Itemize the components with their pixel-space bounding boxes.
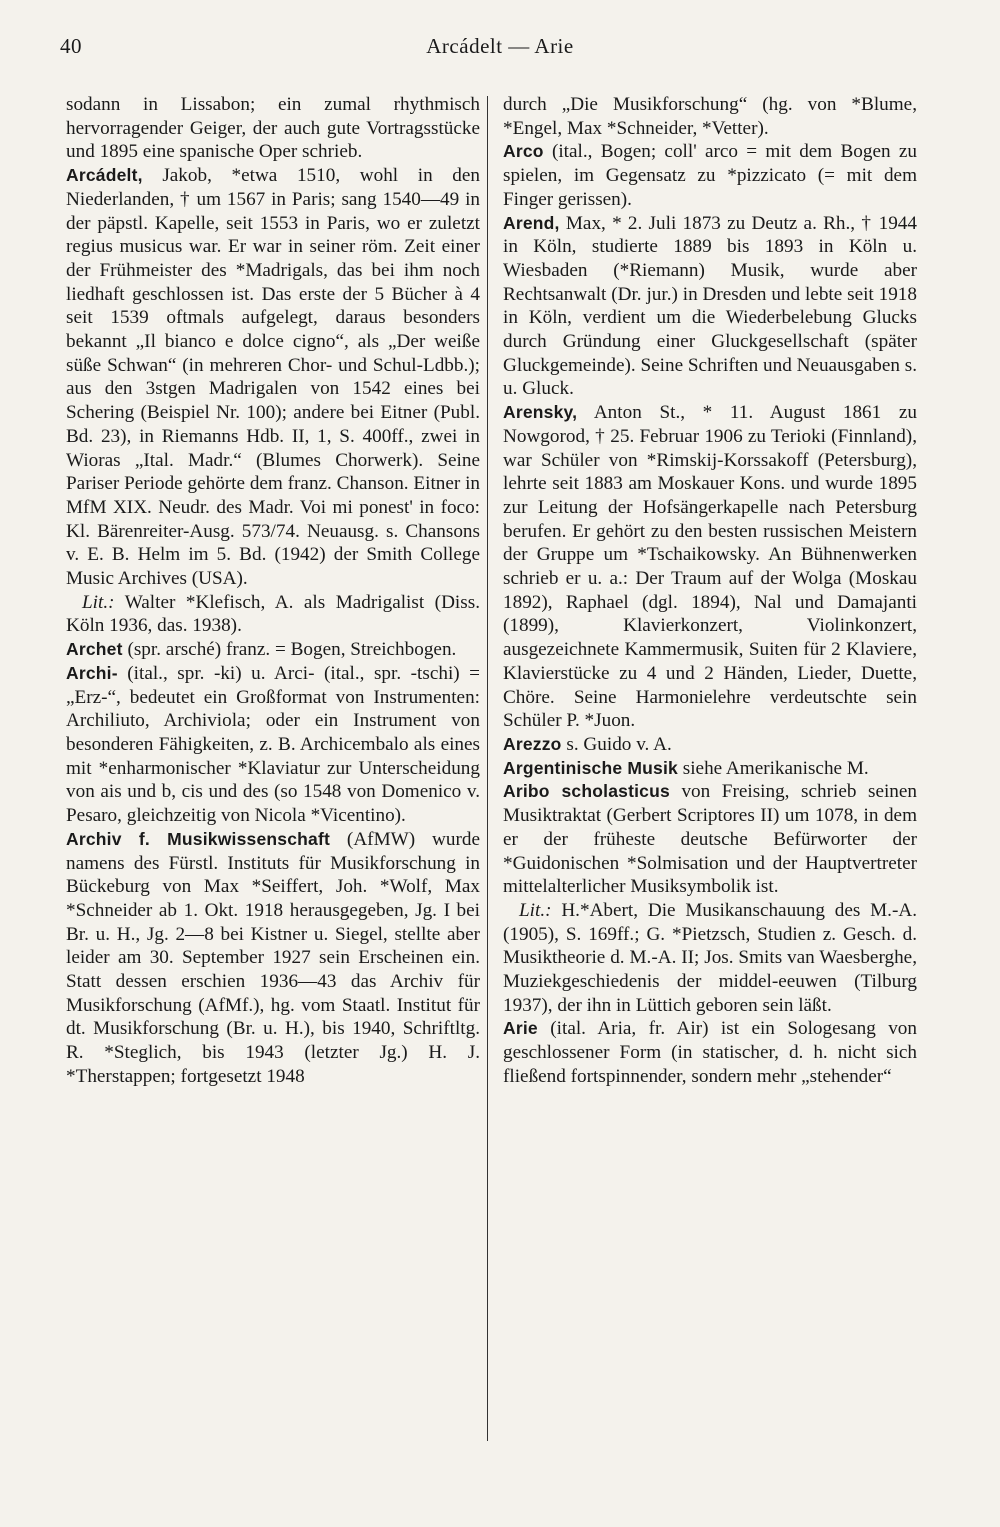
entry-text: durch „Die Musikforschung“ (hg. von *Blume, *Engel, Max *Schneider, *Vetter).: [503, 94, 917, 139]
dictionary-entry: [503, 212, 917, 402]
dictionary-entry: [503, 780, 917, 899]
page-header: [60, 34, 940, 64]
dictionary-entry: [503, 140, 917, 211]
entry-headword: Arend,: [503, 212, 560, 233]
entry-text: (ital. Aria, fr. Air) ist ein Sologesang von geschlossener Form (in statischer, d. h. nicht sich fließend fortspinnender, sondern mehr „stehender“: [503, 1018, 917, 1087]
entry-text: Max, * 2. Juli 1873 zu Deutz a. Rh., † 1944 in Köln, studierte 1889 bis 1893 in Köln u. Wiesbaden (*Riemann) Musik, wurde aber Rechtsanwalt (Dr. jur.) in Dresden und lebte seit 1918 in Köln, verdient um die Wiederbelebung Glucks durch Gründung einer Gluckgesellschaft (später Gluckgemeinde). Seine Schriften und Neuausgaben s. u. Gluck.: [503, 212, 918, 400]
dictionary-entry: [66, 93, 480, 164]
dictionary-entry: [503, 1017, 917, 1088]
entry-headword: Arcádelt,: [66, 165, 143, 186]
dictionary-entry: [503, 899, 917, 1018]
entry-headword: Arie: [503, 1018, 538, 1039]
entry-text: Anton St., * 11. August 1861 zu Nowgorod, † 25. Februar 1906 zu Terioki (Finnland), war Schüler von *Rimskij-Korssakoff (Petersburg), lehrte seit 1883 am Moskauer Kons. und wurde 1895 zur Leitung der Hofsängerkapelle nach Petersburg berufen. Er gehört zu den besten russischen Meistern der Gruppe um *Tschaikowsky. An Bühnenwerken schrieb er u. a.: Der Traum auf der Wolga (Moskau 1892), Raphael (dgl. 1894), Nal und Damajanti (1899), Klavierkonzert, Violinkonzert, ausgezeichnete Kammermusik, Suiten für 2 Klaviere, Klavierstücke zu 4 und 2 Händen, Lieder, Duette, Chöre. Seine Harmonielehre verdeutschte sein Schüler P. *Juon.: [503, 402, 917, 732]
dictionary-entry: [503, 757, 917, 781]
dictionary-entry: [503, 93, 917, 140]
running-head: Arcádelt — Arie: [426, 34, 574, 58]
dictionary-entry: [503, 733, 917, 757]
entry-headword: Archet: [66, 639, 123, 660]
dictionary-entry: [66, 164, 480, 591]
entry-headword: Arensky,: [503, 402, 578, 423]
dictionary-entry: [66, 591, 480, 638]
entry-headword: Archi-: [66, 662, 118, 683]
literature-label: Lit.:: [82, 591, 115, 613]
entry-text: (ital., Bogen; coll' arco = mit dem Bogen zu spielen, im Gegensatz zu *pizzicato (= mit dem Finger gerissen).: [503, 141, 917, 210]
entry-text: H.*Abert, Die Musikanschauung des M.-A. (1905), S. 169ff.; G. *Pietzsch, Studien z. Gesch. d. Musiktheorie d. M.-A. II; Jos. Smits van Waesberghe, Muziekgeschiedenis der middel-eeuwen (Tilburg 1937), der ihn in Lüttich geboren sein läßt.: [503, 899, 917, 1016]
left-column: [66, 93, 480, 1089]
entry-text: (AfMW) wurde namens des Fürstl. Instituts für Musikforschung in Bückeburg von Max *Seiffert, Joh. *Wolf, Max *Schneider ab 1. Okt. 1918 herausgegeben, Jg. I bei Br. u. H., Jg. 2—8 bei Kistner u. Siegel, stellte aber leider am 30. September 1927 sein Erscheinen ein. Statt dessen erschien 1936—43 das Archiv für Musikforschung (AfMf.), hg. vom Staatl. Institut für dt. Musikforschung (Br. u. H.), bis 1940, Schriftltg. R. *Steglich, bis 1943 (letzter Jg.) H. J. *Therstappen; fortgesetzt 1948: [66, 828, 480, 1087]
entry-headword: Arco: [503, 141, 544, 162]
entry-text: sodann in Lissabon; ein zumal rhythmisch hervorragender Geiger, der auch gute Vortragsstücke und 1895 eine spanische Oper schrieb.: [66, 94, 480, 163]
column-divider: [487, 96, 488, 1441]
entry-text: Walter *Klefisch, A. als Madrigalist (Diss. Köln 1936, das. 1938).: [66, 591, 480, 637]
dictionary-entry: [66, 662, 480, 828]
dictionary-entry: [66, 828, 480, 1089]
literature-label: Lit.:: [519, 899, 552, 921]
entry-headword: Arezzo: [503, 733, 562, 754]
dictionary-entry: [66, 638, 480, 662]
entry-headword: Aribo scholasticus: [503, 781, 670, 802]
entry-text: Jakob, *etwa 1510, wohl in den Niederlanden, † um 1567 in Paris; sang 1540—49 in der päpstl. Kapelle, seit 1553 in Paris, wo er zuletzt regius musicus war. Er war in seiner röm. Zeit einer der Frühmeister des *Madrigals, das bei ihm noch liedhaft geschlossen ist. Das erste der 5 Bücher à 4 seit 1539 oftmals aufgelegt, daraus besonders bekannt „Il bianco e dolce cigno“, als „Der weiße süße Schwan“ (in mehreren Chor- und Schul-Ldbb.); aus den 3stgen Madrigalen von 1542 eines bei Schering (Beispiel Nr. 100); andere bei Eitner (Publ. Bd. 23), in Riemanns Hdb. II, 1, S. 400ff., zwei in Wioras „Ital. Madr.“ (Blumes Chorwerk). Seine Pariser Periode gehörte dem franz. Chanson. Eitner in MfM XIX. Neudr. des Madr. Voi mi ponest' in foco: Kl. Bärenreiter-Ausg. 573/74. Neuausg. s. Chansons v. E. B. Helm im 5. Bd. (1942) der Smith College Music Archives (USA).: [66, 165, 481, 590]
entry-text: siehe Amerikanische M.: [677, 757, 869, 779]
entry-text: s. Guido v. A.: [561, 733, 672, 755]
entry-text: (spr. arsché) franz. = Bogen, Streichbogen.: [122, 639, 457, 661]
entry-headword: Archiv f. Musikwissenschaft: [66, 828, 331, 849]
entry-text: (ital., spr. -ki) u. Arci- (ital., spr. -tschi) = „Erz-“, bedeutet ein Großformat von Instrumenten: Archiliuto, Archiviola; oder ein Instrument von besonderen Fähigkeiten, z. B. Archicembalo als eines mit *enharmonischer *Klaviatur zur Unterscheidung von ais und b, cis und des (so 1548 von Domenico v. Pesaro, gleichzeitig von Nicola *Vicentino).: [66, 662, 480, 827]
page-number: 40: [60, 34, 82, 58]
right-column: [503, 93, 917, 1089]
entry-text: von Freising, schrieb seinen Musiktraktat (Gerbert Scriptores II) um 1078, in dem er der früheste deutsche Befürworter der *Guidonischen *Solmisation und der Hauptvertreter mittelalterlicher Musiksymbolik ist.: [503, 781, 917, 898]
dictionary-entry: [503, 401, 917, 733]
entry-headword: Argentinische Musik: [503, 757, 678, 778]
